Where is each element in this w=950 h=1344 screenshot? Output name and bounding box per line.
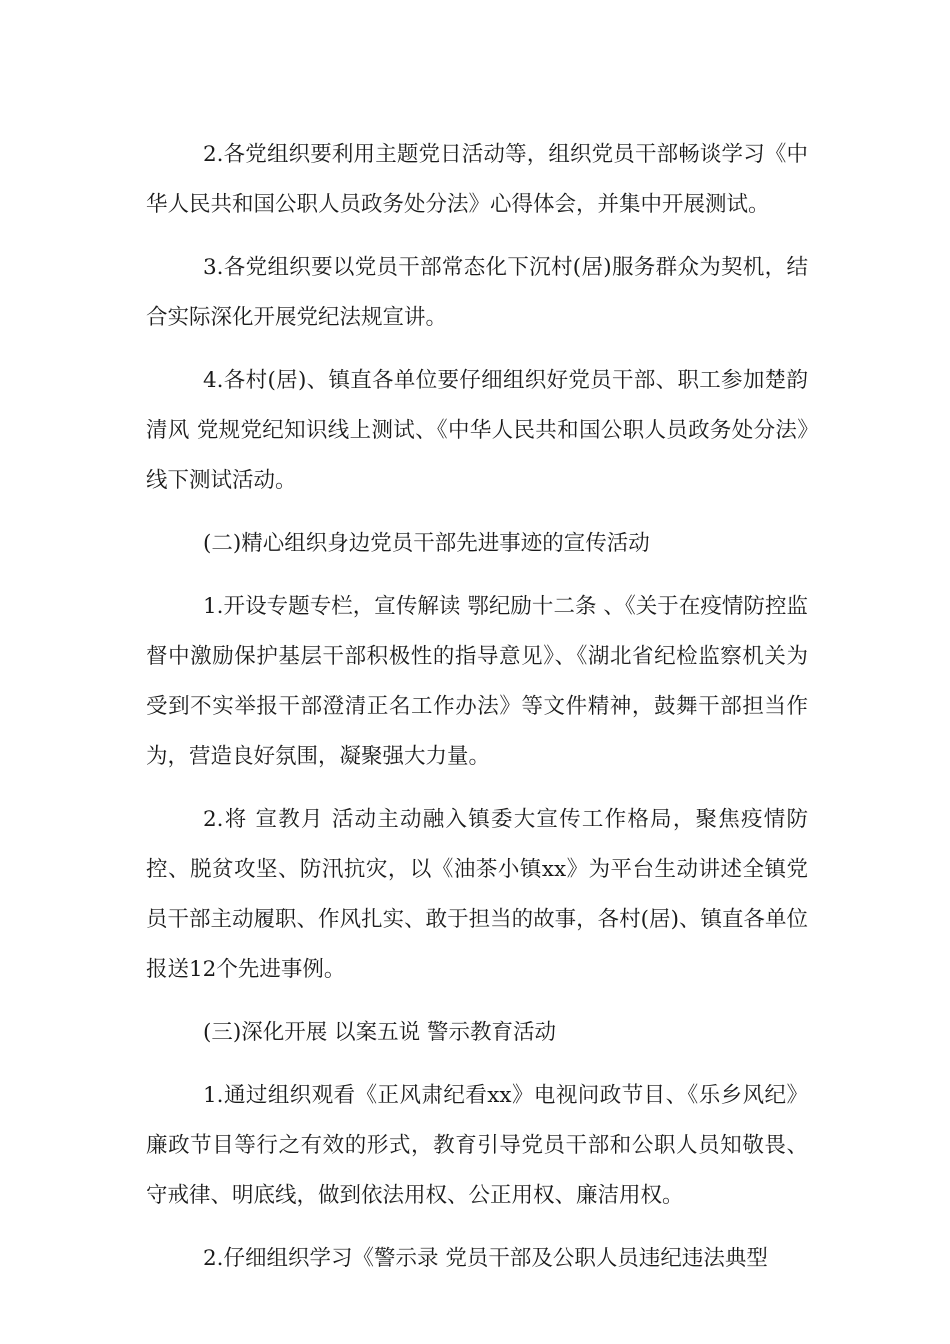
paragraph: 2.仔细组织学习《警示录 党员干部及公职人员违纪违法典型 [203, 1246, 768, 1271]
paragraph: 3.各党组织要以党员干部常态化下沉村(居)服务群众为契机，结合实际深化开展党纪法规宣讲。 [146, 255, 808, 330]
document-page [146, 130, 808, 1297]
paragraph: 4.各村(居)、镇直各单位要仔细组织好党员干部、职工参加楚韵 清风 党规党纪知识线上测试、《中华人民共和国公职人员政务处分法》线下测试活动。 [146, 368, 808, 493]
paragraph: 1.开设专题专栏，宣传解读 鄂纪励十二条 、《关于在疫情防控监督中激励保护基层干部积极性的指导意见》、《湖北省纪检监察机关为受到不实举报干部澄清正名工作办法》等文件精神，鼓舞干部担当作为，营造良好氛围，凝聚强大力量。 [146, 594, 808, 769]
paragraph: 2.各党组织要利用主题党日活动等，组织党员干部畅谈学习《中华人民共和国公职人员政务处分法》心得体会，并集中开展测试。 [146, 142, 808, 217]
section-heading: (二)精心组织身边党员干部先进事迹的宣传活动 [203, 531, 650, 556]
section-heading: (三)深化开展 以案五说 警示教育活动 [203, 1020, 556, 1045]
paragraph: 1.通过组织观看《正风肃纪看xx》电视问政节目、《乐乡风纪》廉政节目等行之有效的形式，教育引导党员干部和公职人员知敬畏、守戒律、明底线，做到依法用权、公正用权、廉洁用权。 [146, 1083, 808, 1208]
paragraph: 2.将 宣教月 活动主动融入镇委大宣传工作格局，聚焦疫情防控、脱贫攻坚、防汛抗灾，以《油茶小镇xx》为平台生动讲述全镇党员干部主动履职、作风扎实、敢于担当的故事，各村(居)、镇直各单位报送12个先进事例。 [146, 807, 808, 982]
